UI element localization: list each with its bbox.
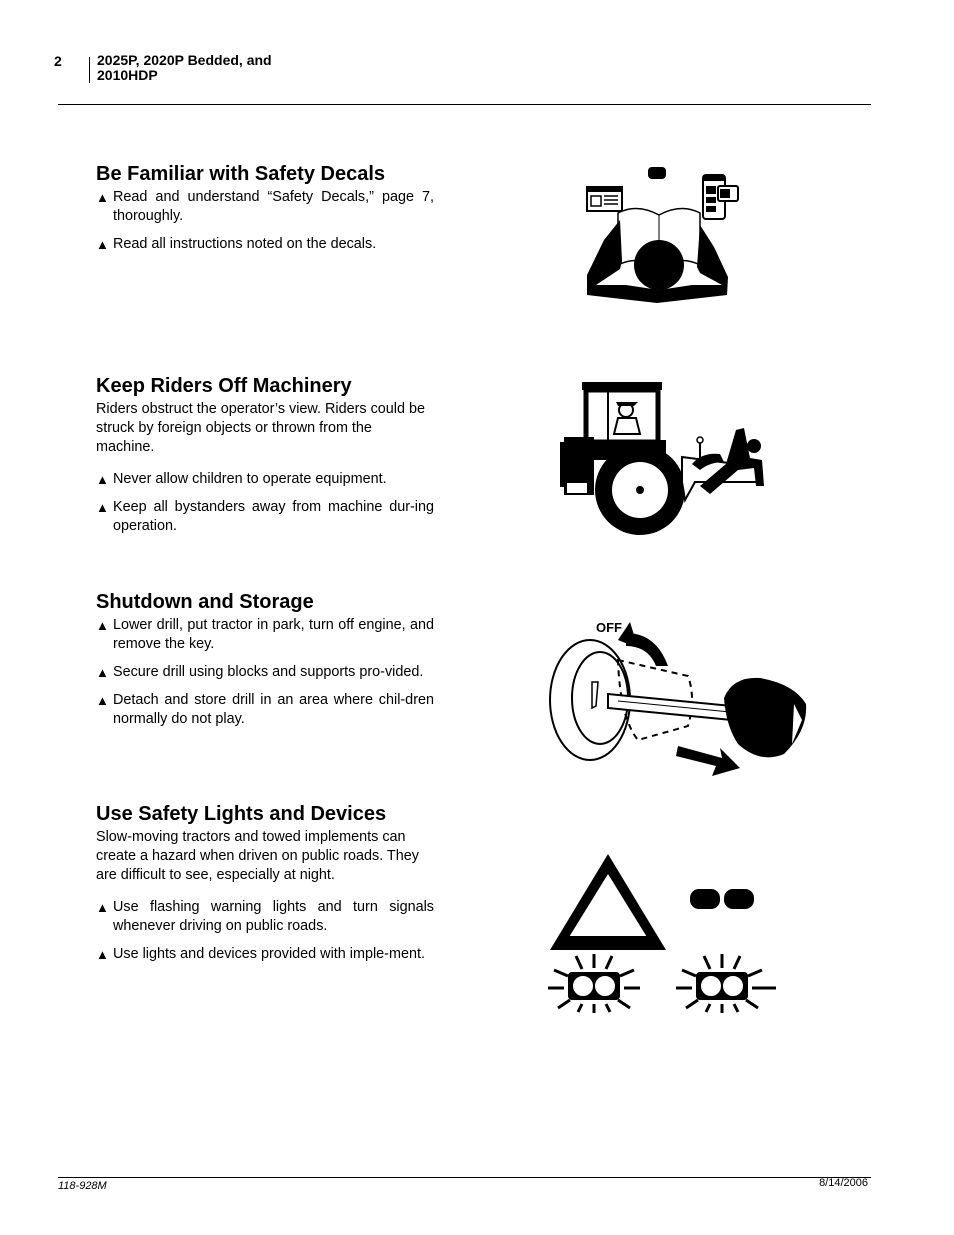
section-intro: Riders obstruct the operator’s view. Riders could be struck by foreign objects or thrown from the machine.: [96, 401, 426, 455]
triangle-bullet-icon: ▲: [96, 900, 109, 915]
document-title: [97, 53, 272, 83]
header-rule: [58, 104, 871, 105]
triangle-bullet-icon: ▲: [96, 472, 109, 487]
document-title-line1: 2025P, 2020P Bedded, and: [97, 52, 272, 68]
bullet-list: [96, 188, 434, 254]
flashing-light-left-icon: [548, 954, 640, 1013]
tractor-rider-illustration: [560, 382, 770, 537]
list-item: ▲ Never allow children to operate equipment.: [96, 471, 387, 487]
list-item: ▲ Lower drill, put tractor in park, turn off engine, and remove the key.: [96, 617, 434, 652]
section-heading: Keep Riders Off Machinery: [96, 375, 352, 397]
triangle-bullet-icon: ▲: [96, 237, 109, 252]
list-item: ▲ Read and understand “Safety Decals,” page 7, thoroughly.: [96, 189, 434, 224]
triangle-bullet-icon: ▲: [96, 665, 109, 680]
ignition-off-label: OFF: [596, 620, 622, 635]
flashing-light-right-icon: [676, 954, 776, 1013]
list-item: ▲ Secure drill using blocks and supports pro-vided.: [96, 664, 424, 680]
triangle-bullet-icon: ▲: [96, 947, 109, 962]
bullet-list: [96, 616, 434, 729]
section-safety-lights: [96, 802, 434, 973]
list-item: ▲ Use lights and devices provided with imple-ment.: [96, 946, 425, 962]
section-heading: Be Familiar with Safety Decals: [96, 163, 386, 185]
ignition-key-illustration: [548, 618, 813, 778]
document-title-line2: 2010HDP: [97, 67, 158, 83]
triangle-bullet-icon: ▲: [96, 693, 109, 708]
triangle-bullet-icon: ▲: [96, 618, 109, 633]
triangle-bullet-icon: ▲: [96, 500, 109, 515]
safety-lights-illustration: [546, 850, 786, 1015]
triangle-bullet-icon: ▲: [96, 190, 109, 205]
footer-rule: [58, 1177, 871, 1178]
section-keep-riders-off: [96, 374, 434, 545]
section-safety-decals: [96, 162, 434, 263]
bullet-list: [96, 470, 434, 536]
section-heading: Shutdown and Storage: [96, 591, 314, 613]
section-heading: Use Safety Lights and Devices: [96, 803, 387, 825]
list-item: ▲ Use flashing warning lights and turn signals whenever driving on public roads.: [96, 899, 434, 934]
page-number: 2: [54, 53, 62, 69]
section-shutdown-storage: [96, 590, 434, 738]
section-intro: Slow-moving tractors and towed implements can create a hazard when driven on public roads. They are difficult to see, especially at night.: [96, 829, 419, 883]
list-item: ▲ Detach and store drill in an area where chil-dren normally do not play.: [96, 692, 434, 727]
document-number: 118-928M: [58, 1180, 107, 1192]
reading-manual-illustration: [582, 165, 742, 310]
publication-date: 8/14/2006: [819, 1177, 868, 1189]
bullet-list: [96, 898, 434, 964]
header-separator: [89, 57, 90, 83]
list-item: ▲ Read all instructions noted on the decals.: [96, 236, 377, 252]
list-item: ▲ Keep all bystanders away from machine dur-ing operation.: [96, 499, 434, 534]
